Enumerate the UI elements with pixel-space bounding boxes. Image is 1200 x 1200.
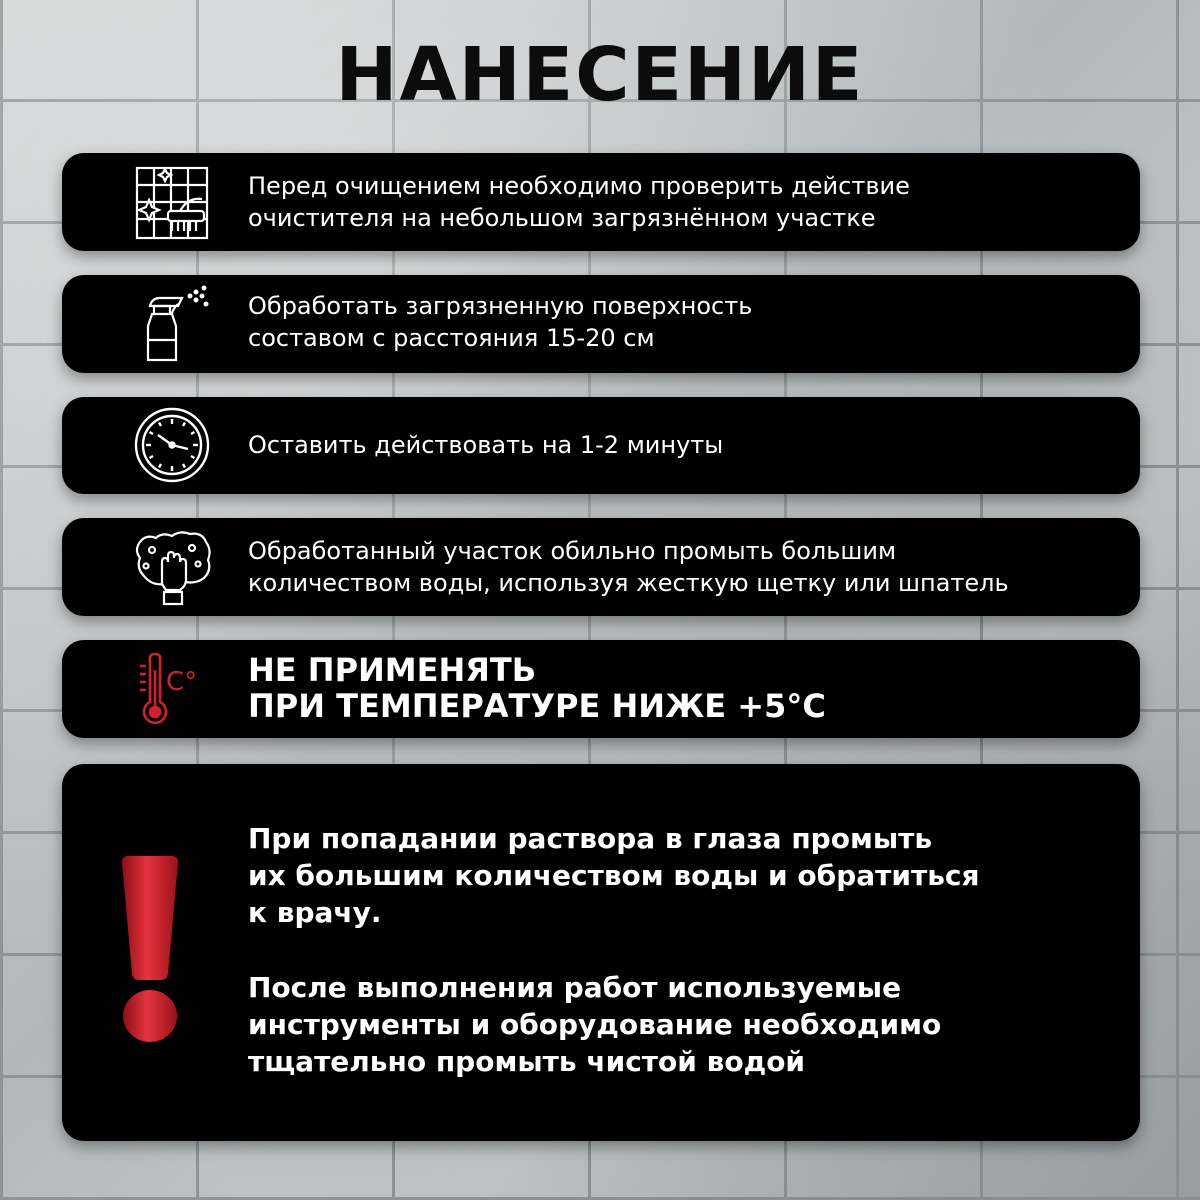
temp-warning-line-2: ПРИ ТЕМПЕРАТУРЕ НИЖЕ +5°C xyxy=(248,687,826,725)
tile-brush-icon xyxy=(132,163,212,243)
thermometer-icon xyxy=(132,650,212,730)
step-card-4 xyxy=(62,518,1140,616)
step-1-line-2: очистителя на небольшом загрязнённом участке xyxy=(248,204,876,232)
safety-p2-line-1: После выполнения работ используемые xyxy=(248,971,902,1004)
spray-bottle-icon xyxy=(132,284,212,364)
step-1-line-1: Перед очищением необходимо проверить действие xyxy=(248,172,910,200)
sponge-glove-icon xyxy=(132,528,212,608)
step-card-2 xyxy=(62,275,1140,373)
safety-card xyxy=(62,764,1140,1141)
clock-icon xyxy=(132,405,212,485)
step-3-line-1: Оставить действовать на 1-2 минуты xyxy=(248,431,724,459)
thermometer-label: C° xyxy=(166,667,198,697)
temperature-warning-card xyxy=(62,640,1140,738)
step-card-3 xyxy=(62,397,1140,494)
safety-p1-line-3: к врачу. xyxy=(248,896,382,929)
temp-warning-line-1: НЕ ПРИМЕНЯТЬ xyxy=(248,651,537,689)
step-4-line-2: количеством воды, используя жесткую щетку или шпатель xyxy=(248,569,1009,597)
safety-p1-line-2: их большим количеством воды и обратиться xyxy=(248,859,980,892)
exclamation-icon xyxy=(118,856,182,1046)
safety-p2-line-3: тщательно промыть чистой водой xyxy=(248,1045,806,1078)
step-4-line-1: Обработанный участок обильно промыть большим xyxy=(248,537,897,565)
page-title: НАНЕСЕНИЕ xyxy=(335,32,865,118)
safety-p2-line-2: инструменты и оборудование необходимо xyxy=(248,1008,942,1041)
safety-p1-line-1: При попадании раствора в глаза промыть xyxy=(248,822,933,855)
step-card-1 xyxy=(62,153,1140,251)
step-2-line-2: составом с расстояния 15-20 см xyxy=(248,324,655,352)
step-2-line-1: Обработать загрязненную поверхность xyxy=(248,292,753,320)
